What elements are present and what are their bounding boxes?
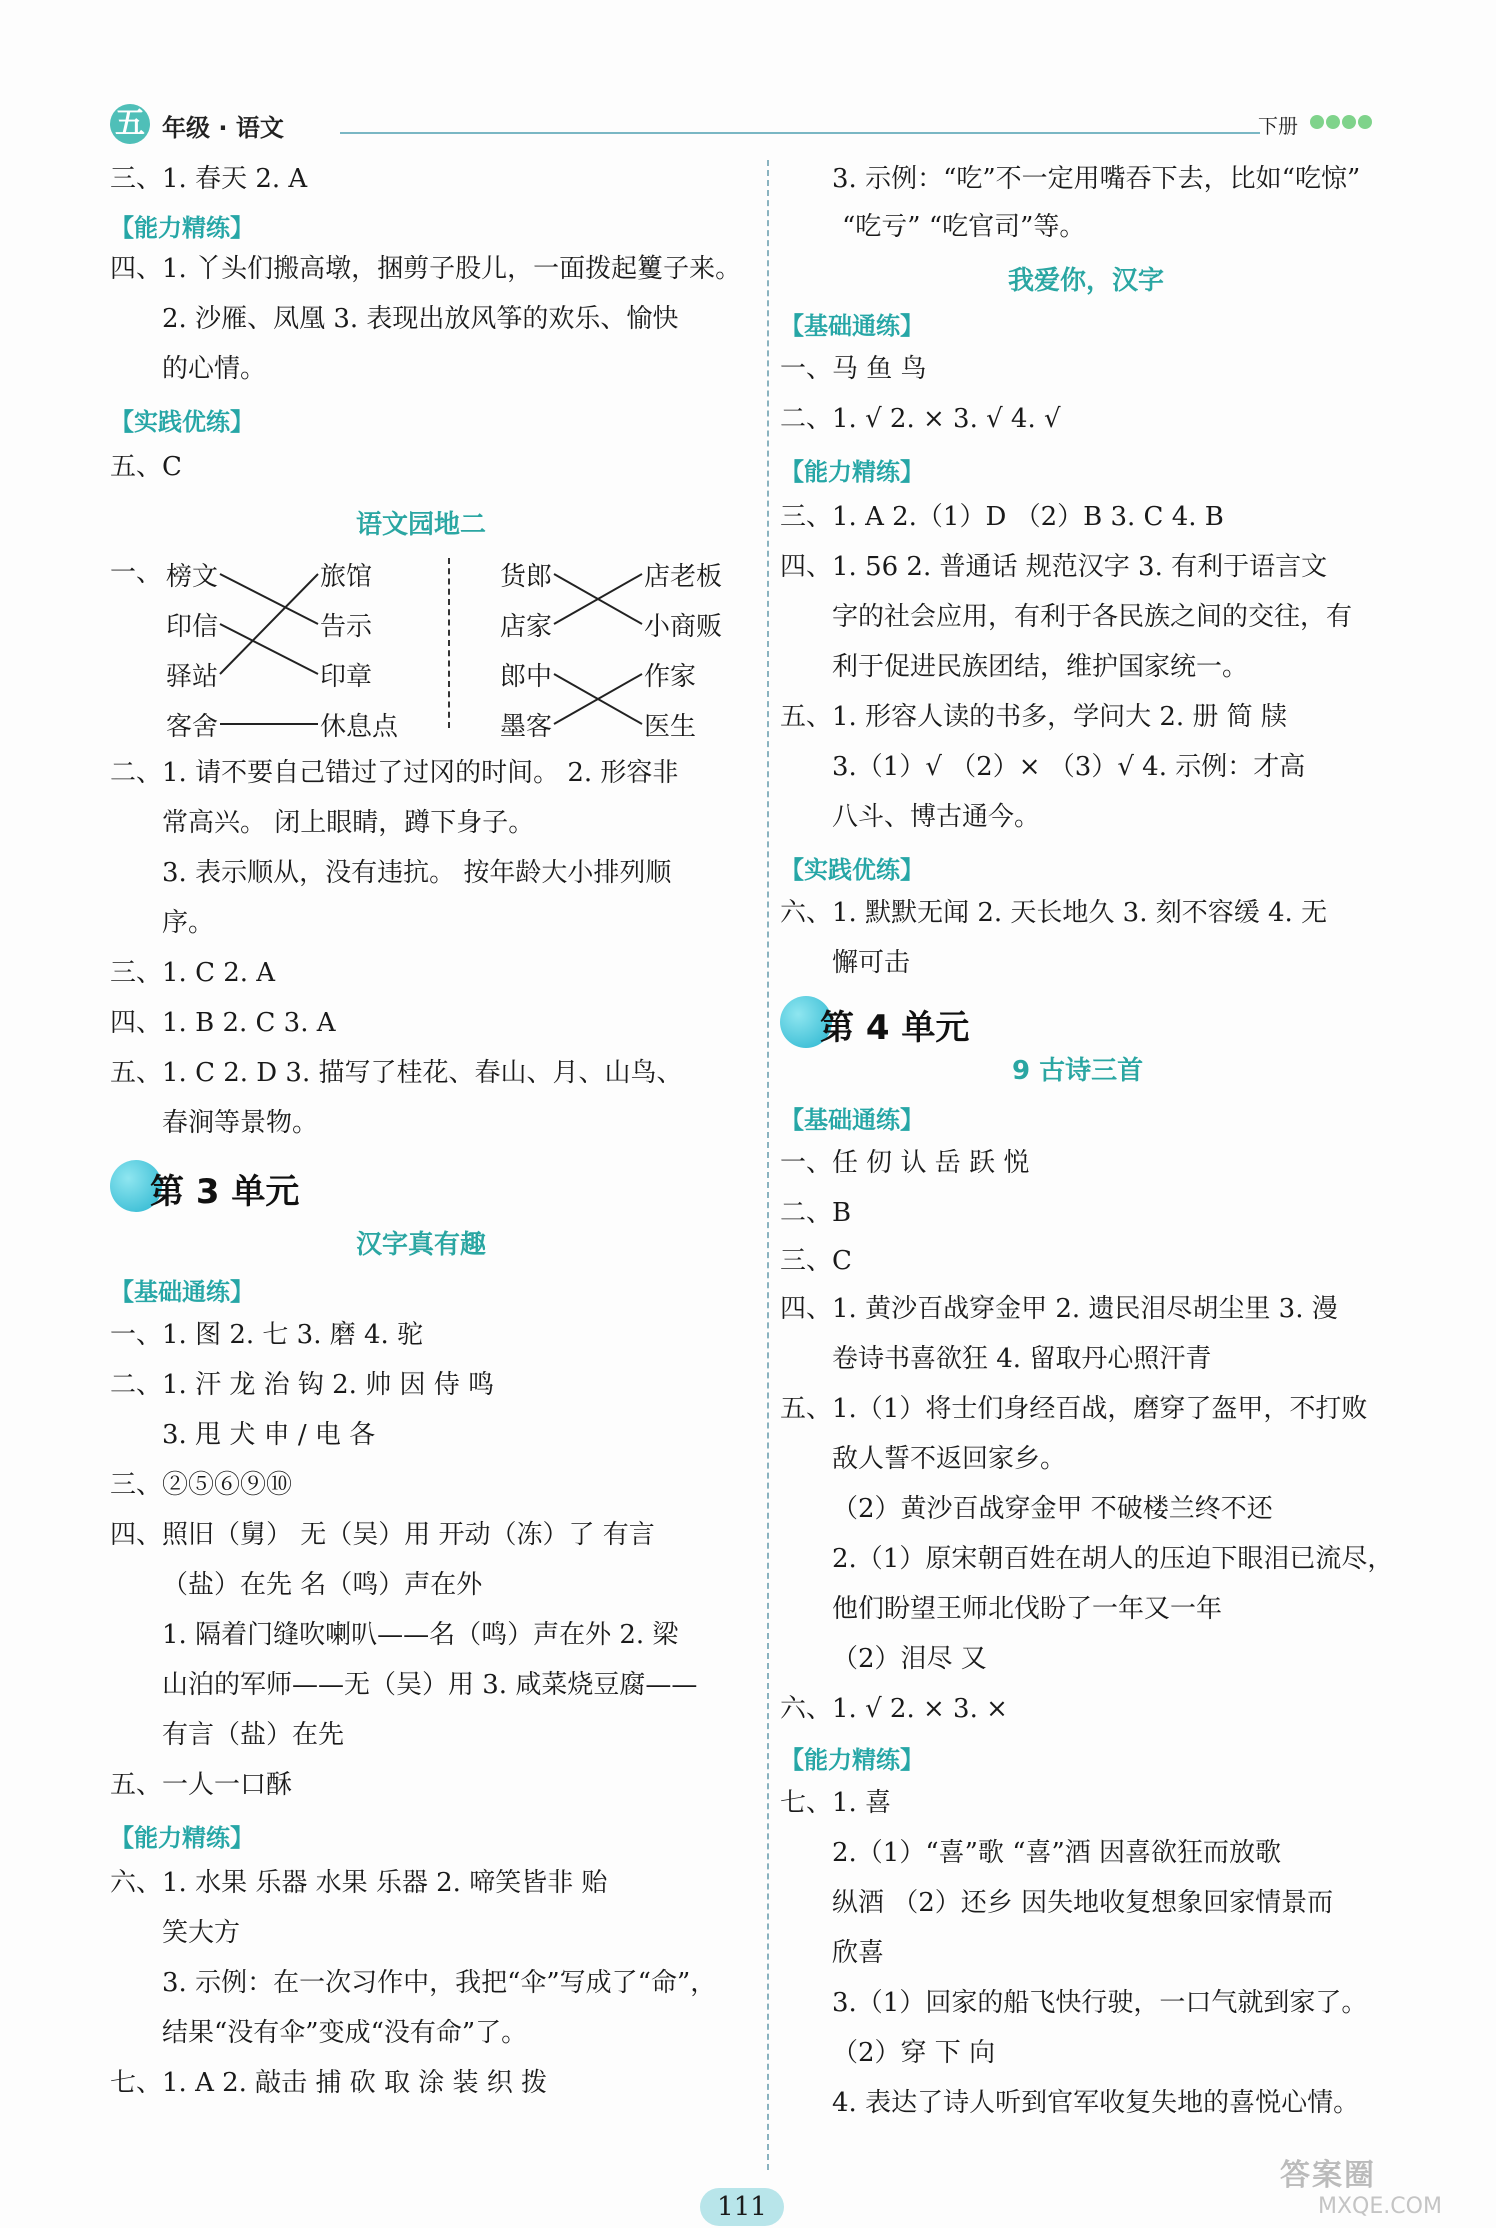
answer-line: 一、马 鱼 鸟	[780, 354, 927, 384]
match-word: 墨客	[500, 712, 553, 742]
volume-label: 下册	[1258, 114, 1298, 138]
answer-line: 六、1. √ 2. × 3. ×	[780, 1694, 1008, 1724]
match-word: 店家	[500, 612, 553, 642]
match-word: 医生	[644, 712, 697, 742]
section-tag: 【基础通练】	[110, 1278, 254, 1306]
answer-line: （2）穿 下 向	[832, 2038, 996, 2068]
unit-heading	[780, 996, 1080, 1050]
header-rule	[340, 132, 1260, 134]
answer-line: 二、B	[780, 1198, 852, 1228]
section-tag: 【能力精练】	[110, 1824, 254, 1852]
answer-line: 五、1.（1）将士们身经百战，磨穿了盔甲，不打败	[780, 1394, 1368, 1424]
answer-line: 二、1. 请不要自己错过了过冈的时间。 2. 形容非	[110, 758, 679, 788]
answer-line: 四、1. B 2. C 3. A	[110, 1008, 336, 1038]
page-header	[110, 104, 1410, 144]
answer-line: 的心情。	[162, 354, 267, 384]
match-word: 客舍	[166, 712, 219, 742]
lesson-title: 我爱你，汉字	[1008, 266, 1165, 296]
section-tag: 【基础通练】	[780, 312, 924, 340]
section-tag: 【实践优练】	[110, 408, 254, 436]
answer-line: 4. 表达了诗人听到官军收复失地的喜悦心情。	[832, 2088, 1360, 2118]
section-tag: 【基础通练】	[780, 1106, 924, 1134]
match-word: 店老板	[644, 562, 723, 592]
answer-line: （2）黄沙百战穿金甲 不破楼兰终不还	[832, 1494, 1273, 1524]
lesson-title: 语文园地二	[356, 510, 487, 540]
section-tag: 【能力精练】	[110, 214, 254, 242]
answer-line: 四、1. 丫头们搬高墩，捆剪子股儿，一面拨起籰子来。	[110, 254, 742, 284]
answer-line: 七、1. A 2. 敲击 捕 砍 取 涂 装 织 拨	[110, 2068, 548, 2098]
grade-badge: 五	[110, 104, 150, 144]
match-word: 郎中	[500, 662, 553, 692]
answer-line: 八斗、博古通今。	[832, 802, 1041, 832]
answer-line: 懈可击	[832, 948, 911, 978]
match-word: 休息点	[320, 712, 399, 742]
answer-line: 字的社会应用，有利于各民族之间的交往，有	[832, 602, 1353, 632]
answer-line: 2. 沙雁、凤凰 3. 表现出放风筝的欢乐、愉快	[162, 304, 679, 334]
lesson-title: 9 古诗三首	[1012, 1056, 1144, 1086]
answer-line: 六、1. 默默无闻 2. 天长地久 3. 刻不容缓 4. 无	[780, 898, 1328, 928]
answer-line: （盐）在先 名（鸣）声在外	[162, 1570, 483, 1600]
unit-title: 第 3 单元	[150, 1172, 300, 1212]
lesson-title: 汉字真有趣	[356, 1230, 487, 1260]
answer-line: 3. 示例：“吃”不一定用嘴吞下去，比如“吃惊”	[832, 164, 1361, 194]
section-tag: 【实践优练】	[780, 856, 924, 884]
answer-line: 一、1. 图 2. 七 3. 磨 4. 驼	[110, 1320, 424, 1350]
section-tag: 【能力精练】	[780, 1746, 924, 1774]
answer-line: 1. 隔着门缝吹喇叭——名（鸣）声在外 2. 梁	[162, 1620, 679, 1650]
match-line	[220, 574, 318, 674]
section-tag: 【能力精练】	[780, 458, 924, 486]
answer-line: “吃亏” “吃官司”等。	[842, 212, 1086, 242]
answer-line: 四、1. 56 2. 普通话 规范汉字 3. 有利于语言文	[780, 552, 1328, 582]
answer-line: 卷诗书喜欲狂 4. 留取丹心照汗青	[832, 1344, 1212, 1374]
answer-line: 三、1. A 2.（1）D （2）B 3. C 4. B	[780, 502, 1224, 532]
answer-line: 春涧等景物。	[162, 1108, 319, 1138]
answer-line: 一、任 仞 认 岳 跃 悦	[780, 1148, 1030, 1178]
answer-line: 3. 表示顺从，没有违抗。 按年龄大小排列顺	[162, 858, 672, 888]
match-word: 印信	[166, 612, 219, 642]
watermark-logo: 答案圈	[1280, 2158, 1376, 2193]
header-title: 年级 · 语文	[162, 114, 284, 142]
answer-line: 四、1. 黄沙百战穿金甲 2. 遗民泪尽胡尘里 3. 漫	[780, 1294, 1338, 1324]
match-word: 印章	[320, 662, 373, 692]
header-dots-icon	[1310, 114, 1374, 133]
match-line	[220, 574, 318, 624]
answer-line: 三、1. C 2. A	[110, 958, 276, 988]
answer-line: 3.（1）√ （2）× （3）√ 4. 示例：才高	[832, 752, 1306, 782]
unit-title: 第 4 单元	[820, 1008, 970, 1048]
match-word: 榜文	[166, 562, 219, 592]
answer-line: 七、1. 喜	[780, 1788, 892, 1818]
answer-line: 三、1. 春天 2. A	[110, 164, 308, 194]
answer-line: 3.（1）回家的船飞快行驶，一口气就到家了。	[832, 1988, 1368, 2018]
match-word: 驿站	[166, 662, 219, 692]
answer-line: 笑大方	[162, 1918, 241, 1948]
answer-line: 三、C	[780, 1246, 852, 1276]
answer-line: 纵酒 （2）还乡 因失地收复想象回家情景而	[832, 1888, 1334, 1918]
answer-line: 山泊的军师——无（吴）用 3. 咸菜烧豆腐——	[162, 1670, 698, 1700]
match-word: 小商贩	[644, 612, 723, 642]
answer-line: 六、1. 水果 乐器 水果 乐器 2. 啼笑皆非 贻	[110, 1868, 608, 1898]
answer-line: 利于促进民族团结，维护国家统一。	[832, 652, 1249, 682]
match-word: 作家	[644, 662, 697, 692]
answer-line: 欣喜	[832, 1938, 885, 1968]
answer-line: 五、1. C 2. D 3. 描写了桂花、春山、月、山鸟、	[110, 1058, 683, 1088]
match-word: 告示	[320, 612, 373, 642]
match-word: 货郎	[500, 562, 553, 592]
column-divider	[767, 160, 769, 2170]
answer-line: 2.（1）原宋朝百姓在胡人的压迫下眼泪已流尽，	[832, 1544, 1394, 1574]
match-lines	[110, 160, 750, 760]
unit-heading	[110, 1160, 410, 1214]
answer-line: 四、照旧（舅） 无（吴）用 开动（冻）了 有言	[110, 1520, 655, 1550]
answer-line: 五、一人一口酥	[110, 1770, 293, 1800]
answer-line: 三、②⑤⑥⑨⑩	[110, 1470, 293, 1500]
answer-line: 2.（1）“喜”歌 “喜”酒 因喜欲狂而放歌	[832, 1838, 1282, 1868]
answer-line: 序。	[162, 908, 215, 938]
answer-line: 常高兴。 闭上眼睛，蹲下身子。	[162, 808, 535, 838]
page-number: 111	[700, 2188, 784, 2226]
answer-line: 二、1. 汗 龙 治 钩 2. 帅 因 侍 鸣	[110, 1370, 494, 1400]
watermark-url: MXQE.COM	[1318, 2194, 1442, 2219]
answer-line: （2）泪尽 又	[832, 1644, 987, 1674]
answer-line: 3. 甩 犬 申 / 电 各	[162, 1420, 376, 1450]
answer-line: 他们盼望王师北伐盼了一年又一年	[832, 1594, 1223, 1624]
match-word: 旅馆	[320, 562, 373, 592]
answer-line: 3. 示例：在一次习作中，我把“伞”写成了“命”，	[162, 1968, 717, 1998]
answer-line: 五、1. 形容人读的书多，学问大 2. 册 简 牍	[780, 702, 1287, 732]
match-line	[220, 624, 318, 674]
answer-line: 结果“没有伞”变成“没有命”了。	[162, 2018, 528, 2048]
answer-line: 有言（盐）在先	[162, 1720, 345, 1750]
match-prefix: 一、	[110, 558, 163, 588]
answer-line: 敌人誓不返回家乡。	[832, 1444, 1067, 1474]
answer-line: 五、C	[110, 452, 182, 482]
answer-line: 二、1. √ 2. × 3. √ 4. √	[780, 404, 1061, 434]
